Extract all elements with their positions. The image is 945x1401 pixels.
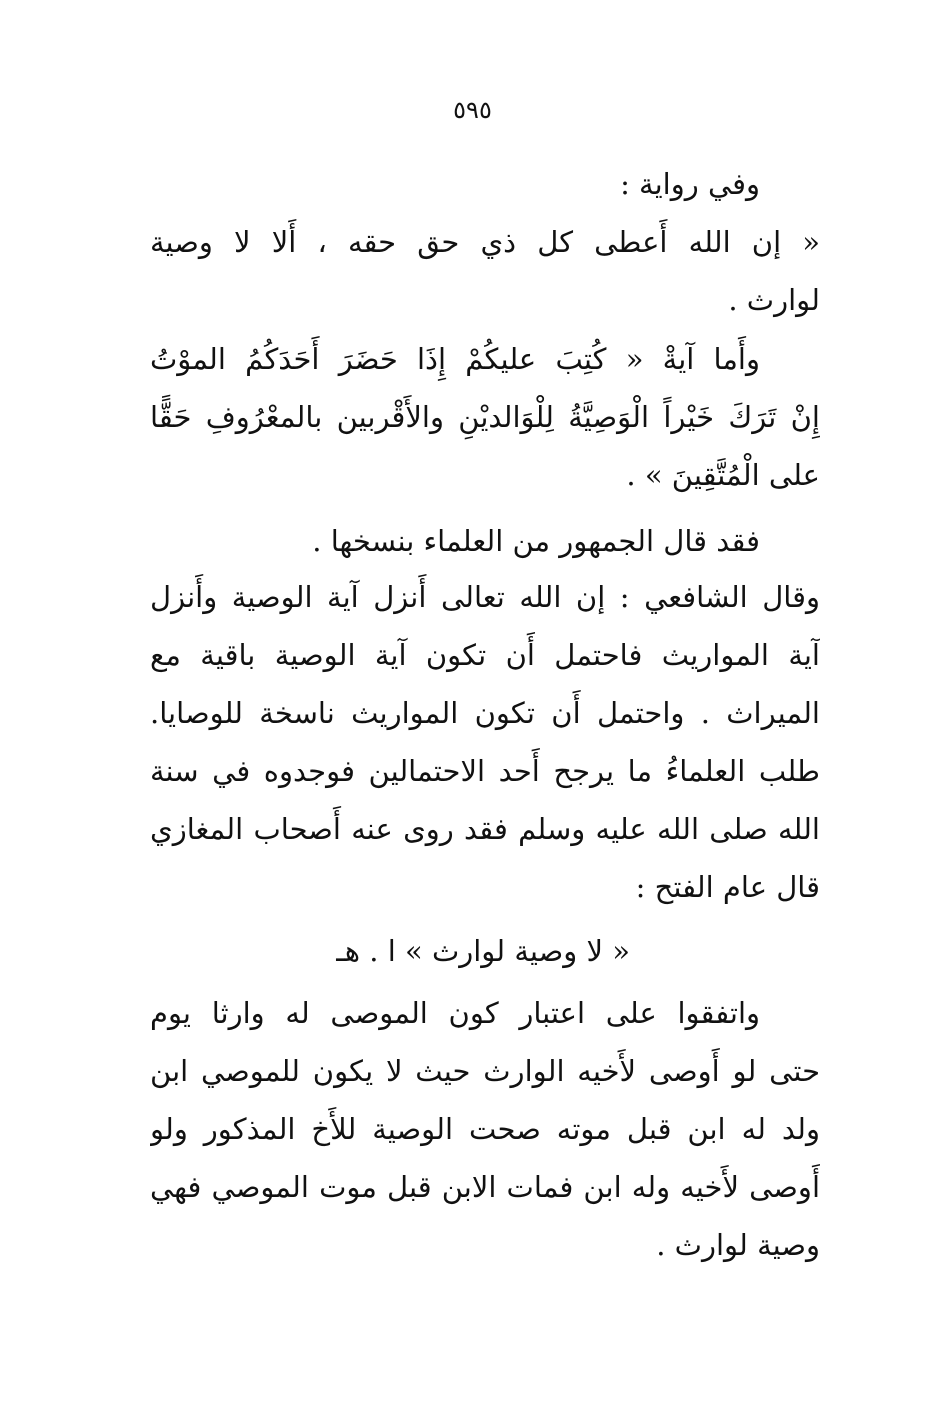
text-line: لوارث . <box>728 283 820 317</box>
text-line: « لا وصية لوارث » ا . هـ <box>336 934 630 968</box>
text-line: قال عام الفتح : <box>635 870 820 904</box>
text-line: واتفقوا على اعتبار كون الموصى له وارثا يوم <box>150 996 760 1030</box>
text-line: على الْمُتَّقِينَ » . <box>626 458 820 492</box>
text-line: وصية لوارث . <box>656 1228 820 1262</box>
text-line: طلب العلماءُ ما يرجح أَحد الاحتمالين فوجدوه في سنة <box>150 754 820 788</box>
text-line: وفي رواية : <box>620 167 760 201</box>
text-line: أَوصى لأَخيه وله ابن فمات الابن قبل موت الموصي فهي <box>150 1170 820 1204</box>
text-line: وأَما آيةْ « كُتِبَ عليكُمْ إِذَا حَضَرَ أَحَدَكُمُ الموْتُ <box>150 342 760 376</box>
text-line: فقد قال الجمهور من العلماء بنسخها . <box>312 524 760 558</box>
paragraph-jumhur <box>150 512 820 570</box>
paragraph-shafii <box>150 568 820 916</box>
text-line: الميراث . واحتمل أَن تكون المواريث ناسخة للوصايا. <box>150 696 820 730</box>
text-line: « إن الله أَعطى كل ذي حق حقه ، أَلا لا وصية <box>150 225 820 259</box>
quote-hadith <box>150 922 820 980</box>
paragraph-ittafaqu <box>150 984 820 1274</box>
text-line: وقال الشافعي : إن الله تعالى أَنزل آية الوصية وأَنزل <box>150 580 820 614</box>
paragraph-riwaya <box>150 155 820 329</box>
text-line: حتى لو أَوصى لأَخيه الوارث حيث لا يكون للموصي ابن <box>150 1054 820 1088</box>
text-line: إِنْ تَرَكَ خَيْراً الْوَصِيَّةُ لِلْوَالديْنِ والأَقْربين بالمعْرُوفِ حَقًّا <box>150 400 820 434</box>
text-line: الله صلى الله عليه وسلم فقد روى عنه أَصحاب المغازي <box>150 812 820 846</box>
paragraph-ayah <box>150 330 820 504</box>
text-line: آية المواريث فاحتمل أَن تكون آية الوصية باقية مع <box>150 638 820 672</box>
page-number: ٥٩٥ <box>453 96 492 124</box>
text-line: ولد له ابن قبل موته صحت الوصية للأَخ المذكور ولو <box>150 1112 820 1146</box>
